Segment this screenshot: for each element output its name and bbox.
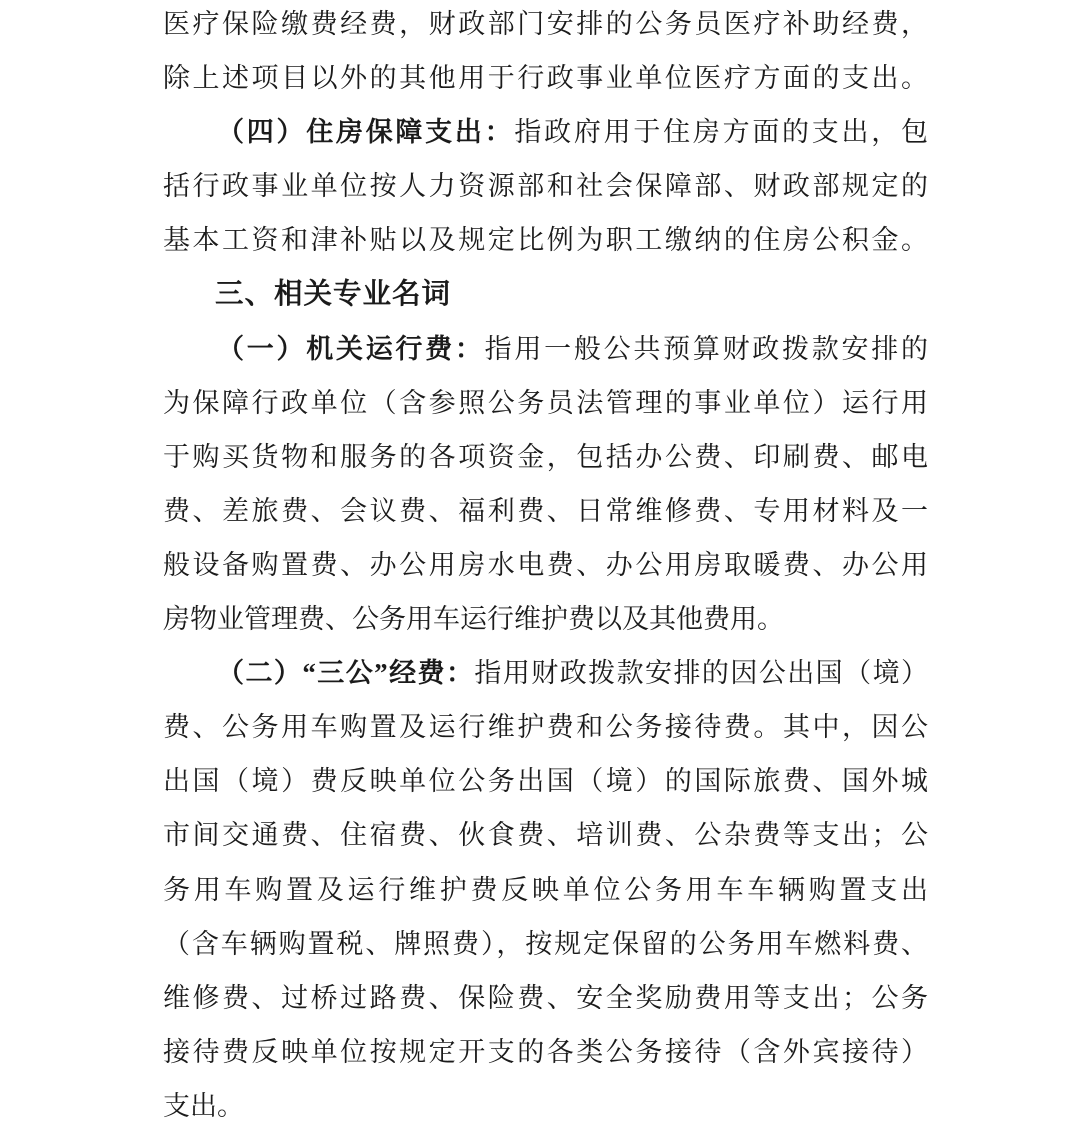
doc-text: 指用一般公共预算财政拨款安排的 (484, 333, 929, 364)
doc-line: 除上述项目以外的其他用于行政事业单位医疗方面的支出。 (163, 63, 928, 94)
doc-line: 市间交通费、住宿费、伙食费、培训费、公杂费等支出；公 (163, 820, 928, 851)
text-block (163, 0, 928, 1133)
doc-line: 出国（境）费反映单位公务出国（境）的国际旅费、国外城 (163, 766, 928, 797)
doc-line (163, 646, 928, 700)
doc-line (163, 322, 928, 376)
doc-line: 于购买货物和服务的各项资金，包括办公费、印刷费、邮电 (163, 441, 928, 472)
doc-text: 指政府用于住房方面的支出，包 (514, 117, 929, 148)
doc-text: 指用财政拨款安排的因公出国（境） (474, 658, 929, 689)
doc-line: 接待费反映单位按规定开支的各类公务接待（含外宾接待） (163, 1036, 928, 1067)
doc-line: 房物业管理费、公务用车运行维护费以及其他费用。 (163, 604, 784, 635)
section-heading: 三、相关专业名词 (215, 278, 452, 311)
doc-line: 支出。 (163, 1090, 244, 1121)
term-sangong-label: （二）“三公”经费： (217, 658, 475, 689)
term-housing-label: （四）住房保障支出： (217, 117, 515, 148)
doc-line: 基本工资和津补贴以及规定比例为职工缴纳的住房公积金。 (163, 225, 928, 256)
doc-line (163, 105, 928, 159)
doc-line: 维修费、过桥过路费、保险费、安全奖励费用等支出；公务 (163, 982, 928, 1013)
doc-line: 费、公务用车购置及运行维护费和公务接待费。其中，因公 (163, 712, 928, 743)
doc-line: 括行政事业单位按人力资源部和社会保障部、财政部规定的 (163, 171, 928, 202)
doc-line: 费、差旅费、会议费、福利费、日常维修费、专用材料及一 (163, 495, 928, 526)
doc-line: 务用车购置及运行维护费反映单位公务用车车辆购置支出 (163, 874, 928, 905)
doc-line: 为保障行政单位（含参照公务员法管理的事业单位）运行用 (163, 387, 928, 418)
term-agency-cost-label: （一）机关运行费： (217, 333, 485, 364)
doc-line: 医疗保险缴费经费，财政部门安排的公务员医疗补助经费， (163, 9, 928, 39)
doc-line: 般设备购置费、办公用房水电费、办公用房取暖费、办公用 (163, 549, 928, 580)
doc-line: （含车辆购置税、牌照费），按规定保留的公务用车燃料费、 (163, 928, 928, 959)
